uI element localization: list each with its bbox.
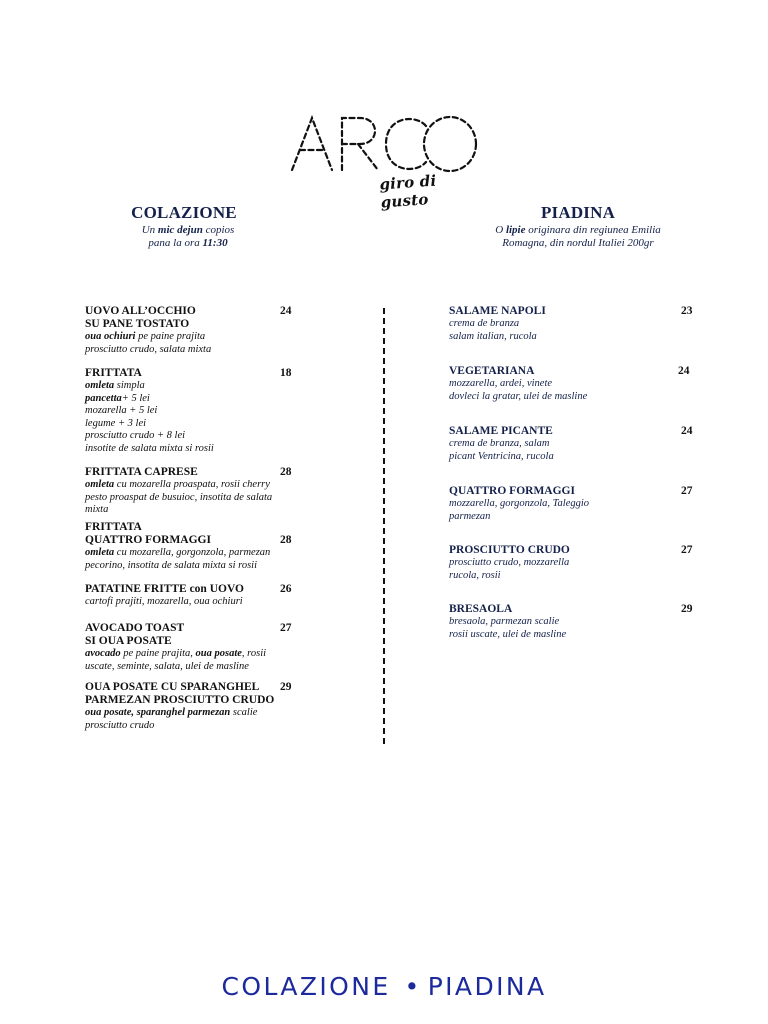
item-description: rucola, rosii [449, 569, 501, 581]
menu-item [85, 681, 295, 732]
brand-tagline: giro di gusto [378, 171, 437, 212]
item-price: 28 [280, 466, 292, 478]
item-description: oua posate, sparanghel parmezan scalie [85, 707, 258, 718]
item-description: crema de branza [449, 318, 520, 329]
item-description: mixta [85, 504, 109, 515]
item-name: SALAME NAPOLI [449, 305, 546, 317]
item-name: AVOCADO TOAST [85, 622, 185, 634]
item-price: 27 [681, 485, 693, 497]
item-description: omleta simpla [85, 380, 145, 391]
item-description: pancetta+ 5 lei [85, 392, 150, 404]
bullet-icon: • [404, 972, 422, 1001]
menu-item [449, 425, 693, 463]
menu-item [449, 603, 693, 641]
item-name: FRITTATA CAPRESE [85, 466, 198, 478]
item-price: 27 [681, 544, 693, 556]
item-price: 23 [681, 305, 693, 317]
item-name: SU PANE TOSTATO [85, 318, 190, 330]
footer-colazione: COLAZIONE [221, 972, 391, 1001]
footer-piadina: PIADINA [427, 972, 547, 1001]
item-description: mozarella + 5 lei [85, 405, 158, 416]
item-description: prosciutto crudo [85, 719, 155, 731]
item-description: rosii uscate, ulei de masline [449, 628, 567, 640]
item-price: 24 [678, 365, 690, 377]
item-price: 26 [280, 583, 292, 595]
item-price: 18 [280, 367, 292, 379]
item-description: insotite de salata mixta si rosii [85, 442, 214, 454]
item-name: UOVO ALL’OCCHIO [85, 305, 196, 317]
item-description: mozzarella, ardei, vinete [449, 378, 553, 389]
colazione-subtitle: Un mic dejun copios pana la ora 11:30 [141, 224, 235, 249]
item-price: 29 [681, 603, 693, 615]
item-name: PROSCIUTTO CRUDO [449, 544, 570, 556]
piadina-subtitle: O lipie originara din regiunea Emilia Romagna, din nordul Italiei 200gr [495, 224, 661, 249]
item-name: QUATTRO FORMAGGI [449, 485, 575, 497]
menu-item [449, 544, 693, 582]
item-price: 27 [280, 622, 292, 634]
item-description: omleta cu mozarella, gorgonzola, parmezan [85, 547, 271, 558]
menu-item [85, 367, 295, 455]
item-description: avocado pe paine prajita, oua posate, rosii [85, 648, 267, 659]
item-price: 24 [280, 305, 292, 317]
item-name: BRESAOLA [449, 603, 513, 615]
item-name: SI OUA POSATE [85, 635, 172, 647]
piadina-title: PIADINA [540, 203, 616, 222]
menu-item [449, 485, 693, 523]
footer-sections [0, 972, 768, 1001]
item-price: 28 [280, 534, 292, 546]
menu-item [85, 305, 295, 356]
arco-logo [288, 112, 488, 212]
colazione-title: COLAZIONE [131, 203, 237, 222]
item-description: dovleci la gratar, ulei de masline [449, 390, 588, 402]
item-description: pecorino, insotita de salata mixta si rosii [85, 559, 257, 571]
item-description: oua ochiuri pe paine prajita [85, 331, 206, 342]
item-description: mozzarella, gorgonzola, Taleggio [449, 498, 590, 509]
item-description: picant Ventricina, rucola [449, 450, 554, 462]
item-description: prosciutto crudo, salata mixta [85, 343, 212, 355]
item-description: salam italian, rucola [449, 330, 537, 342]
menu-item [85, 521, 295, 572]
item-price: 29 [280, 681, 292, 693]
item-description: parmezan [449, 510, 491, 522]
item-description: pesto proaspat de busuioc, insotita de salata [85, 491, 273, 503]
item-name: PARMEZAN PROSCIUTTO CRUDO [85, 694, 275, 706]
item-name: SALAME PICANTE [449, 425, 553, 437]
item-description: legume + 3 lei [85, 417, 147, 429]
item-description: prosciutto crudo, mozzarella [449, 557, 570, 568]
arco-wordmark-icon [288, 112, 488, 174]
item-description: prosciutto crudo + 8 lei [85, 430, 186, 441]
item-description: crema de branza, salam [449, 438, 550, 449]
item-name: FRITTATA [85, 367, 142, 379]
item-name: QUATTRO FORMAGGI [85, 534, 211, 546]
menu-item [449, 365, 690, 403]
item-name: PATATINE FRITTE con UOVO [85, 583, 244, 595]
menu-item [449, 305, 693, 343]
item-description: omleta cu mozarella proaspata, rosii cherry [85, 479, 270, 490]
item-price: 24 [681, 425, 693, 437]
item-description: uscate, seminte, salata, ulei de masline [85, 660, 249, 672]
item-name: OUA POSATE CU SPARANGHEL [85, 681, 260, 693]
item-name: VEGETARIANA [449, 365, 535, 377]
item-description: cartofi prajiti, mozarella, oua ochiuri [85, 596, 243, 607]
item-description: bresaola, parmezan scalie [449, 616, 560, 627]
menu-item [85, 466, 295, 517]
item-name: FRITTATA [85, 521, 142, 533]
menu-item [85, 583, 295, 609]
menu-item [85, 622, 295, 673]
column-divider [383, 308, 385, 744]
